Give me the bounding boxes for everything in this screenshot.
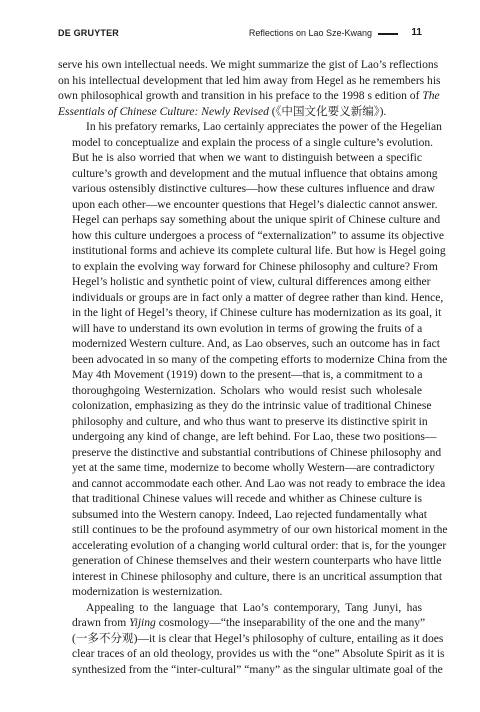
page-header: [58, 28, 422, 42]
text-line: philosophy and culture, and who thus want to preserve its distinctive spirit in: [72, 415, 428, 428]
paragraph: [58, 601, 445, 679]
text-line: colonization, emphasizing as they do the intrinsic value of traditional Chinese: [72, 400, 432, 412]
text-line: preserve the distinctive and substantial contributions of Chinese philosophy and: [72, 446, 442, 459]
text-line: synthesized from the “inter-cultural” “many” as the singular ultimate goal of the: [72, 663, 443, 676]
text-line: generation of Chinese themselves and their western counterparts who have little: [72, 555, 442, 567]
text-line: various ostensibly distinctive cultures—how these cultures influence and draw: [72, 183, 435, 195]
text-line: been advocated in so many of the competing efforts to modernize China from the: [72, 353, 448, 366]
paragraph: [58, 120, 448, 601]
text-line: will have to understand its own evolution in terms of growing the fruits of a: [72, 322, 423, 335]
running-title: Reflections on Lao Sze-Kwang: [248, 28, 372, 38]
text-line: own philosophical growth and transition in his preface to the 1998 s edition of The: [58, 90, 440, 102]
text-line: Appealing to the language that Lao’s contemporary, Tang Junyi, has: [86, 601, 422, 614]
text-line: modernization is westernization.: [72, 586, 223, 598]
text-line: yet at the same time, modernize to become wholly Western—are contradictory: [72, 462, 435, 474]
publisher-name: DE GRUYTER: [58, 28, 120, 38]
text-line: undergoing any kind of change, are left behind. For Lao, these two positions—: [72, 431, 437, 443]
text-line: culture’s growth and development and the mutual influence that obtains among: [72, 167, 438, 180]
header-rule: [378, 33, 398, 35]
text-line: model to conceptualize and explain the process of a single culture’s evolution.: [72, 136, 434, 149]
text-line: how this culture undergoes a process of “externalization” to assume its objective: [72, 229, 445, 242]
text-line: individuals or groups are in fact only a matter of degree rather than kind. Hence,: [72, 291, 444, 304]
text-line: to explain the evolving way forward for Chinese philosophy and culture? From: [72, 260, 438, 273]
text-line: and cannot accommodate each other. And Lao was not ready to embrace the idea: [72, 477, 446, 490]
text-line: But he is also worried that when we want to distinguish between a specific: [72, 152, 422, 164]
text-line: In his prefatory remarks, Lao certainly appreciates the power of the Hegelian: [86, 121, 442, 133]
paragraph: [58, 58, 441, 120]
text-line: Hegel can perhaps say something about the unique spirit of Chinese culture and: [72, 214, 441, 226]
text-line: serve his own intellectual needs. We might summarize the gist of Lao’s reflections: [58, 59, 439, 71]
text-line: subsumed into the Western canopy. Indeed, Lao rejected fundamentally what: [72, 508, 427, 521]
text-line: interest in Chinese philosophy and culture, there is an uncritical assumption that: [72, 570, 443, 583]
text-line: accelerating evolution of a changing world cultural order: that is, for the younger: [72, 539, 447, 552]
text-line: (一多不分观)—it is clear that Hegel’s philosophy of culture, entailing as it does: [72, 632, 444, 645]
text-line: Hegel’s holistic and synthetic point of view, cultural differences among either: [72, 276, 431, 288]
text-line: Essentials of Chinese Culture: Newly Revised (《中国文化要义新编》).: [58, 105, 387, 118]
text-line: still continues to be the profound asymmetry of our own historical moment in the: [72, 524, 448, 536]
text-line: modernized Western culture. And, as Lao observes, such an outcome has in fact: [72, 338, 440, 350]
text-line: that traditional Chinese values will recede and whither as Chinese culture is: [72, 493, 422, 505]
text-line: thoroughgoing Westernization. Scholars who would resist such wholesale: [72, 384, 422, 397]
page-number: 11: [411, 27, 422, 38]
text-line: upon each other—we encounter questions that Hegel’s dialectic cannot answer.: [72, 198, 438, 211]
text-line: in the light of Hegel’s theory, if Chinese culture has modernization as its goal, it: [72, 307, 442, 319]
text-line: institutional forms and achieve its complete cultural life. But how is Hegel going: [72, 245, 446, 257]
body-text: [58, 58, 448, 678]
text-line: on his intellectual development that led him away from Hegel as he remembers his: [58, 74, 441, 87]
text-line: clear traces of an old theology, provides us with the “one” Absolute Spirit as it is: [72, 648, 445, 660]
text-line: May 4th Movement (1919) down to the present—that is, a commitment to a: [72, 369, 423, 381]
text-line: drawn from Yijing cosmology—“the inseparability of the one and the many”: [72, 617, 426, 629]
